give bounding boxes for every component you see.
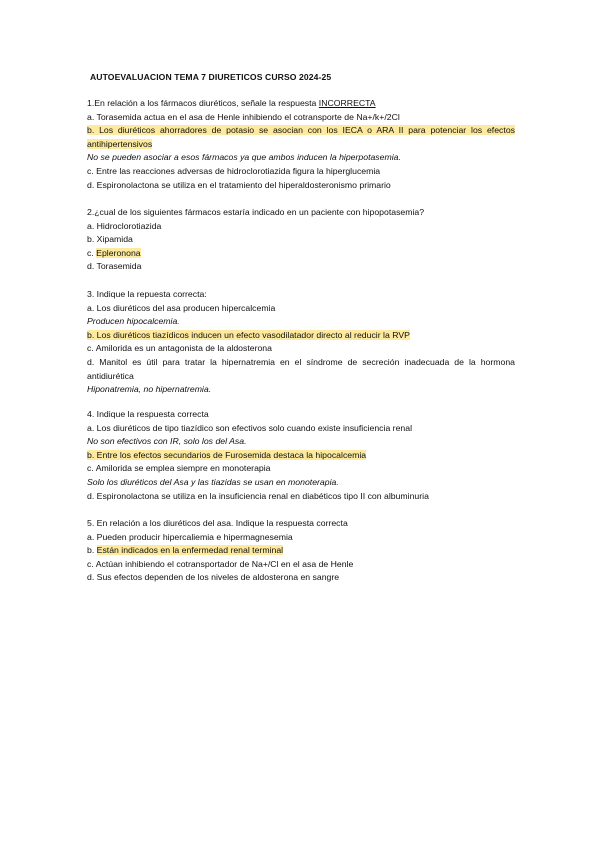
q5-option-b <box>87 544 515 558</box>
q4-option-c-note: Solo los diuréticos del Asa y las tiazidas se usan en monoterapia. <box>87 476 339 487</box>
question-3-text: 3. Indique la repuesta correcta: <box>87 289 207 299</box>
q3-option-a: a. Los diuréticos del asa producen hipercalcemia <box>87 302 276 313</box>
q3-option-a-note: Producen hipocalcemia. <box>87 316 180 327</box>
question-1-stem: 1.En relación a los fármacos diuréticos, señale la respuesta <box>87 98 319 108</box>
question-5-text: 5. En relación a los diuréticos del asa. Indique la respuesta correcta <box>87 518 348 528</box>
q4-option-d: d. Espironolactona se utiliza en la insuficiencia renal en diabéticos tipo II con albuminuria <box>87 490 429 501</box>
q1-option-d: d. Espironolactona se utiliza en el tratamiento del hiperaldosteronismo primario <box>87 179 391 190</box>
q5-option-b-prefix: b. <box>87 545 97 556</box>
q4-option-a: a. Los diuréticos de tipo tiazídico son efectivos solo cuando existe insuficiencia renal <box>87 422 413 433</box>
question-1-emphasis: INCORRECTA <box>318 98 376 108</box>
question-3 <box>87 288 515 397</box>
q3-option-b-highlight: b. Los diuréticos tiazídicos inducen un efecto vasodilatador directo al reducir la RVP <box>87 329 410 340</box>
question-2-text: 2.¿cual de los siguientes fármacos estaría indicado en un paciente con hipopotasemia? <box>87 207 425 217</box>
question-1-text <box>87 97 515 111</box>
q4-option-b-highlight: b. Entre los efectos secundarios de Furosemida destaca la hipocalcemia <box>87 449 367 460</box>
q1-option-a: a. Torasemida actua en el asa de Henle inhibiendo el cotransporte de Na+/k+/2Cl <box>87 111 400 122</box>
q2-option-c-prefix: c. <box>87 247 97 258</box>
q5-option-d: d. Sus efectos dependen de los niveles de aldosterona en sangre <box>87 572 340 583</box>
question-4 <box>87 408 515 503</box>
q3-option-d-note: Hiponatremia, no hipernatremia. <box>87 384 212 395</box>
q4-option-a-note: No son efectivos con IR, solo los del Asa. <box>87 436 247 447</box>
q2-option-a: a. Hidroclorotiazida <box>87 220 162 231</box>
q4-option-c: c. Amilorida se emplea siempre en monoterapia <box>87 463 271 474</box>
q3-option-c: c. Amilorida es un antagonista de la aldosterona <box>87 343 272 354</box>
q1-option-b <box>87 124 515 151</box>
question-1 <box>87 97 515 192</box>
document-title: AUTOEVALUACION TEMA 7 DIURETICOS CURSO 2024-25 <box>90 72 332 82</box>
question-2 <box>87 206 515 274</box>
q5-option-a: a. Pueden producir hipercaliemia e hipermagnesemia <box>87 531 293 542</box>
question-5 <box>87 517 515 585</box>
q2-option-c-highlight: Epleronona <box>96 247 141 258</box>
q5-option-b-highlight: Están indicados en la enfermedad renal terminal <box>96 545 284 556</box>
q4-option-b <box>87 449 515 463</box>
q1-option-b-note: No se pueden asociar a esos fármacos ya que ambos inducen la hiperpotasemia. <box>87 152 401 163</box>
q2-option-d: d. Torasemida <box>87 261 142 272</box>
q3-option-d: d. Manitol es útil para tratar la hipernatremia en el síndrome de secreción inadecuada de la hormona antidiurética <box>87 356 515 381</box>
question-4-text: 4. Indique la respuesta correcta <box>87 409 209 419</box>
q2-option-b: b. Xipamida <box>87 234 133 245</box>
q3-option-b <box>87 329 515 343</box>
q1-option-b-highlight: b. Los diuréticos ahorradores de potasio se asocian con los IECA o ARA II para potenciar los efectos antihipertensivos <box>87 125 515 149</box>
q2-option-c <box>87 247 515 261</box>
q5-option-c: c. Actúan inhibiendo el cotransportador de Na+/Cl en el asa de Henle <box>87 558 354 569</box>
q1-option-c: c. Entre las reacciones adversas de hidroclorotiazida figura la hiperglucemia <box>87 165 381 176</box>
